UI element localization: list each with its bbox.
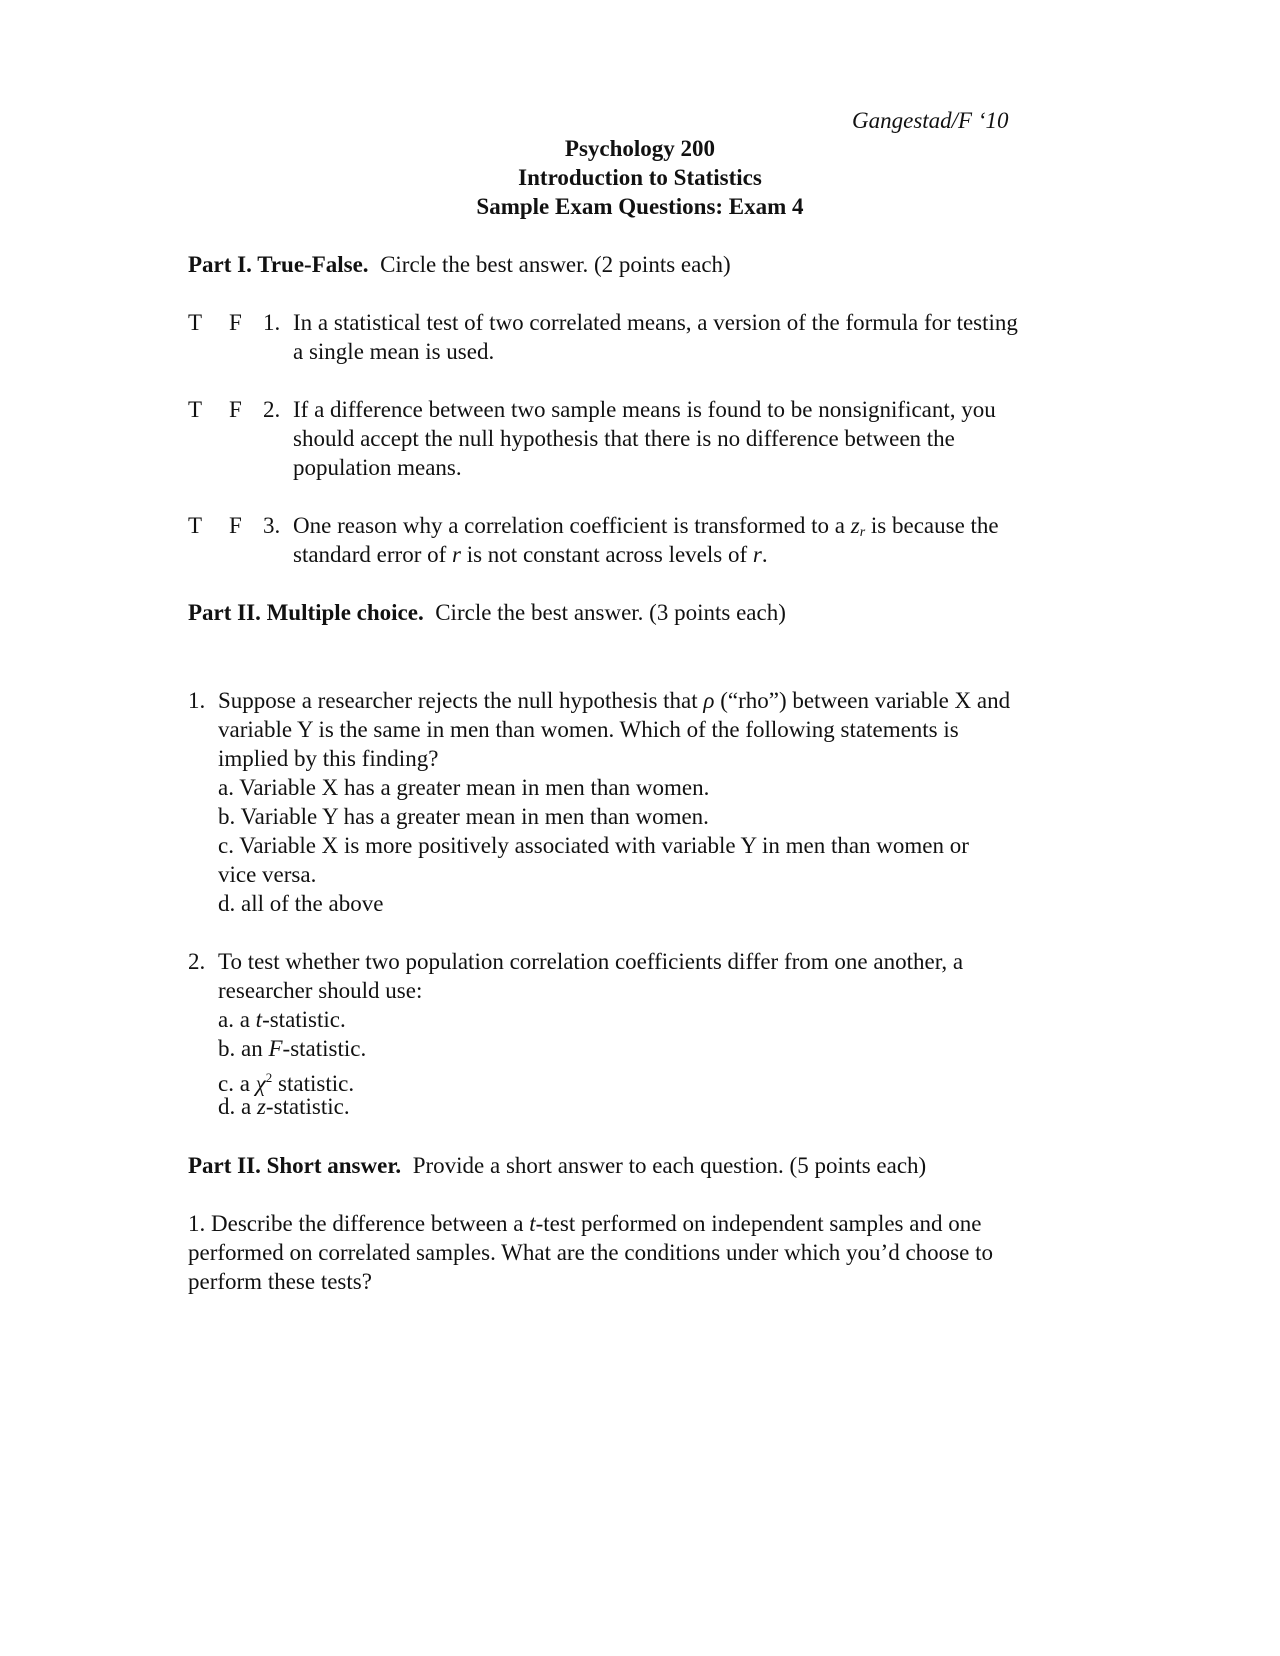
tf3-text: is not constant across levels of xyxy=(460,542,753,567)
sa1-line1 xyxy=(188,1209,993,1238)
sa1-line2: performed on correlated samples. What are the conditions under which you’d choose to xyxy=(188,1240,993,1265)
tf1-true-option[interactable]: T xyxy=(188,310,203,335)
r-symbol: r xyxy=(752,542,762,567)
option-text: -statistic. xyxy=(262,1007,346,1032)
part1-label: Part I. True-False. xyxy=(188,252,369,277)
option-text: b. an xyxy=(218,1036,269,1061)
course-number: Psychology 200 xyxy=(564,136,716,161)
tf3-line2 xyxy=(293,540,999,569)
mc1-text: (“rho”) between variable X and xyxy=(714,688,1011,713)
tf2-line1: If a difference between two sample means is found to be nonsignificant, you xyxy=(293,397,996,422)
part3-instructions: Provide a short answer to each question. (5 points each) xyxy=(412,1153,927,1178)
tf3-text: One reason why a correlation coefficient is transformed to a xyxy=(293,513,851,538)
tf2-line2: should accept the null hypothesis that there is no difference between the xyxy=(293,426,955,451)
z-subscript: r xyxy=(859,525,866,540)
sa1-text: -test performed on independent samples and one xyxy=(535,1211,982,1236)
mc2-option-d[interactable] xyxy=(218,1092,963,1121)
course-title: Introduction to Statistics xyxy=(518,165,762,190)
tf3-number: 3. xyxy=(263,513,281,538)
part1-heading xyxy=(188,250,731,279)
r-symbol: r xyxy=(452,542,461,567)
part2-heading xyxy=(188,598,786,627)
sa1-text: 1. Describe the difference between a xyxy=(188,1211,530,1236)
mc1-text: Suppose a researcher rejects the null hypothesis that xyxy=(218,688,704,713)
chi-superscript: 2 xyxy=(265,1070,273,1085)
t-symbol: t xyxy=(255,1007,263,1032)
option-text: d. a xyxy=(218,1094,257,1119)
mc1-number: 1. xyxy=(188,688,206,713)
t-symbol: t xyxy=(529,1211,536,1236)
rho-symbol: ρ xyxy=(703,688,715,713)
option-text: c. a xyxy=(218,1071,256,1096)
part3-label: Part II. Short answer. xyxy=(188,1153,402,1178)
mc2-number: 2. xyxy=(188,949,206,974)
option-text: a. a xyxy=(218,1007,256,1032)
option-text: statistic. xyxy=(272,1071,355,1096)
z-symbol: z xyxy=(850,513,860,538)
tf1-false-option[interactable]: F xyxy=(229,310,242,335)
option-text: -statistic. xyxy=(282,1036,367,1061)
mc1-option-d[interactable]: d. all of the above xyxy=(218,891,384,916)
tf3-false-option[interactable]: F xyxy=(229,513,242,538)
tf3-text: is because the xyxy=(865,513,999,538)
option-text: -statistic. xyxy=(265,1094,350,1119)
tf3-line1 xyxy=(293,511,999,540)
f-symbol: F xyxy=(268,1036,283,1061)
mc2-option-a[interactable] xyxy=(218,1005,963,1034)
part2-instructions: Circle the best answer. (3 points each) xyxy=(435,600,786,625)
mc1-question xyxy=(218,686,1010,918)
part2-label: Part II. Multiple choice. xyxy=(188,600,424,625)
tf1-line2: a single mean is used. xyxy=(293,339,495,364)
part1-instructions: Circle the best answer. (2 points each) xyxy=(380,252,731,277)
exam-title: Sample Exam Questions: Exam 4 xyxy=(476,194,804,219)
z-symbol: z xyxy=(256,1094,266,1119)
mc1-option-c-cont[interactable]: vice versa. xyxy=(218,862,317,887)
tf1-number: 1. xyxy=(263,310,281,335)
mc2-option-c[interactable] xyxy=(218,1063,963,1096)
chi-symbol: χ xyxy=(255,1071,266,1096)
mc2-line2: researcher should use: xyxy=(218,978,423,1003)
part3-heading xyxy=(188,1151,926,1180)
tf2-question xyxy=(293,395,996,482)
tf3-question xyxy=(293,511,999,569)
sa1-line3: perform these tests? xyxy=(188,1269,372,1294)
tf2-false-option[interactable]: F xyxy=(229,397,242,422)
author-date: Gangestad/F ‘10 xyxy=(852,108,1009,133)
tf2-line3: population means. xyxy=(293,455,462,480)
tf2-true-option[interactable]: T xyxy=(188,397,203,422)
mc1-line2: variable Y is the same in men than women. Which of the following statements is xyxy=(218,717,959,742)
mc1-option-a[interactable]: a. Variable X has a greater mean in men than women. xyxy=(218,775,710,800)
tf2-number: 2. xyxy=(263,397,281,422)
mc2-option-b[interactable] xyxy=(218,1034,963,1063)
mc1-line3: implied by this finding? xyxy=(218,746,439,771)
sa1-question xyxy=(188,1209,993,1296)
mc2-line1: To test whether two population correlation coefficients differ from one another, a xyxy=(218,949,964,974)
mc1-option-b[interactable]: b. Variable Y has a greater mean in men than women. xyxy=(218,804,709,829)
tf3-true-option[interactable]: T xyxy=(188,513,203,538)
mc1-line1 xyxy=(218,686,1010,715)
tf3-text: standard error of xyxy=(293,542,453,567)
mc2-question xyxy=(218,947,963,1121)
tf1-line1: In a statistical test of two correlated means, a version of the formula for testing xyxy=(293,310,1018,335)
tf1-question xyxy=(293,308,1018,366)
tf3-text: . xyxy=(761,542,768,567)
mc1-option-c[interactable]: c. Variable X is more positively associated with variable Y in men than women or xyxy=(218,833,969,858)
